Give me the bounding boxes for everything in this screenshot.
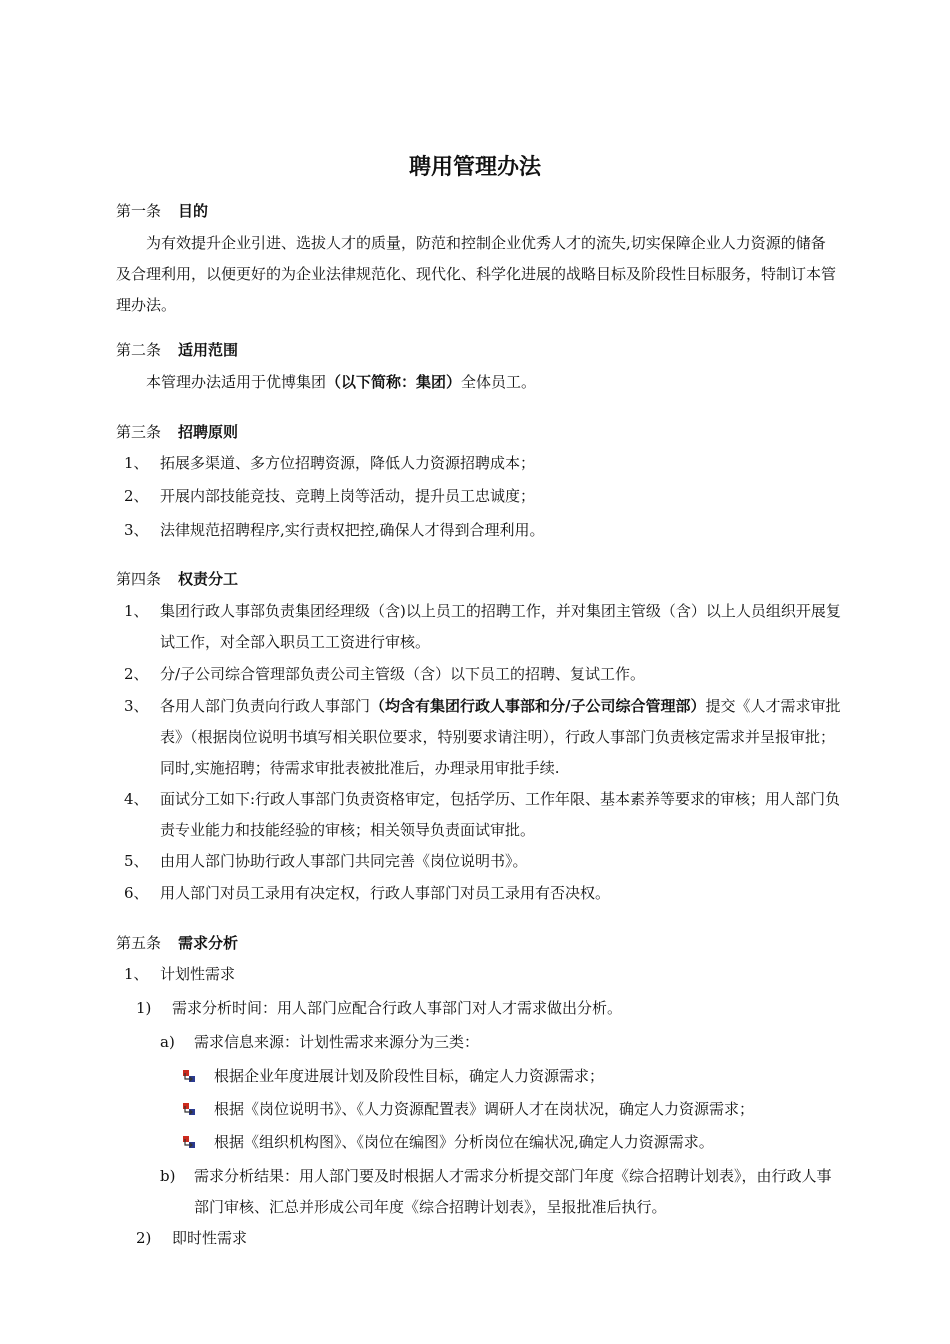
sub-marker: b): [160, 1167, 176, 1185]
article-2-heading: [116, 339, 238, 360]
article-4-heading: [116, 568, 238, 589]
list-item: [124, 846, 844, 877]
list-marker: 6、: [124, 884, 149, 902]
list-marker: 1、: [124, 602, 149, 620]
text-run: 各用人部门负责向行政人事部门: [160, 697, 371, 715]
list-item: [124, 596, 844, 658]
list-text: 集团行政人事部负责集团经理级（含)以上员工的招聘工作，并对集团主管级（含）以上人员组织开展复试工作，对全部入职员工工资进行审核。: [160, 602, 841, 651]
bullet-text: 根据《岗位说明书》、《人力资源配置表》调研人才在岗状况，确定人力资源需求；: [214, 1100, 755, 1118]
list-text: 法律规范招聘程序,实行责权把控,确保人才得到合理利用。: [160, 521, 545, 539]
text-run: 提交《人才需求审批表》（根据岗位说明书填写相关职位要求，特别要求请注明），行政人事部门负责核定需求并呈报审批；同时,实施招聘；待需求审批表被批准后，办理录用审批手续.: [160, 697, 841, 777]
article-2-paragraph: [146, 371, 536, 392]
arrow-bullet-icon: [182, 1102, 196, 1116]
article-number: 第三条: [116, 423, 162, 441]
article-title: 权责分工: [178, 570, 239, 588]
list-item: [124, 878, 844, 909]
bullet-item: [182, 1061, 842, 1092]
list-item: [124, 691, 844, 784]
page-title: 聘用管理办法: [408, 155, 541, 180]
list-text: 面试分工如下:行政人事部门负责资格审定，包括学历、工作年限、基本素养等要求的审核；用人部门负责专业能力和技能经验的审核；相关领导负责面试审批。: [160, 790, 841, 839]
list-text: 分/子公司综合管理部负责公司主管级（含）以下员工的招聘、复试工作。: [160, 665, 646, 683]
bullet-item: [182, 1094, 842, 1125]
list-marker: 4、: [124, 790, 149, 808]
sub-item: [160, 1027, 840, 1058]
bullet-item: [182, 1127, 842, 1158]
list-text: 用人部门对员工录用有决定权，行政人事部门对员工录用有否决权。: [160, 884, 611, 902]
list-item: [124, 481, 844, 512]
list-text: 拓展多渠道、多方位招聘资源，降低人力资源招聘成本；: [160, 454, 536, 472]
sub-text: 需求分析结果：用人部门要及时根据人才需求分析提交部门年度《综合招聘计划表》，由行政人事部门审核、汇总并形成公司年度《综合招聘计划表》，呈报批准后执行。: [194, 1167, 832, 1216]
list-text: [124, 691, 844, 784]
article-1-paragraph: 为有效提升企业引进、选拔人才的质量，防范和控制企业优秀人才的流失,切实保障企业人力资源的储备及合理利用，以便更好的为企业法律规范化、现代化、科学化进展的战略目标及阶段性目标服务，特制订本管理办法。: [116, 234, 837, 314]
article-number: 第二条: [116, 341, 162, 359]
list-text: 开展内部技能竞技、竞聘上岗等活动，提升员工忠诚度；: [160, 487, 536, 505]
list-marker: 3、: [124, 521, 149, 539]
article-title: 目的: [178, 202, 209, 220]
article-1-heading: [116, 200, 208, 221]
list-marker: 3、: [124, 697, 149, 715]
sub-item: [160, 1161, 840, 1223]
sub-marker: a): [160, 1033, 175, 1051]
list-item: [124, 784, 844, 846]
arrow-bullet-icon: [182, 1069, 196, 1083]
bold-run: （均含有集团行政人事部和分/子公司综合管理部）: [370, 697, 706, 715]
sub-text: 需求分析时间：用人部门应配合行政人事部门对人才需求做出分析。: [172, 999, 623, 1017]
article-number: 第一条: [116, 202, 162, 220]
article-number: 第四条: [116, 570, 162, 588]
sub-item: [136, 993, 836, 1024]
text-run: 本管理办法适用于优博集团: [146, 373, 327, 391]
article-5-heading: [116, 932, 238, 953]
sub-item: [136, 1223, 836, 1254]
list-text: 由用人部门协助行政人事部门共同完善《岗位说明书》。: [160, 852, 528, 870]
list-marker: 2、: [124, 665, 149, 683]
list-item: [124, 959, 844, 990]
list-marker: 1、: [124, 965, 149, 983]
list-marker: 5、: [124, 852, 149, 870]
list-item: [124, 659, 844, 690]
list-item: [124, 515, 844, 546]
article-number: 第五条: [116, 934, 162, 952]
article-title: 需求分析: [178, 934, 239, 952]
article-title: 招聘原则: [178, 423, 239, 441]
sub-marker: 1): [136, 999, 152, 1017]
arrow-bullet-icon: [182, 1135, 196, 1149]
bullet-text: 根据企业年度进展计划及阶段性目标，确定人力资源需求；: [214, 1067, 605, 1085]
list-item: [124, 448, 844, 479]
article-title: 适用范围: [178, 341, 239, 359]
list-text: 计划性需求: [160, 965, 236, 983]
sub-marker: 2): [136, 1229, 152, 1247]
bullet-text: 根据《组织机构图》、《岗位在编图》分析岗位在编状况,确定人力资源需求。: [214, 1133, 714, 1151]
text-run: 全体员工。: [461, 373, 537, 391]
bold-run: （以下简称：集团）: [326, 373, 462, 391]
article-3-heading: [116, 421, 238, 442]
list-marker: 1、: [124, 454, 149, 472]
sub-text: 需求信息来源：计划性需求来源分为三类：: [194, 1033, 480, 1051]
sub-text: 即时性需求: [172, 1229, 248, 1247]
list-marker: 2、: [124, 487, 149, 505]
